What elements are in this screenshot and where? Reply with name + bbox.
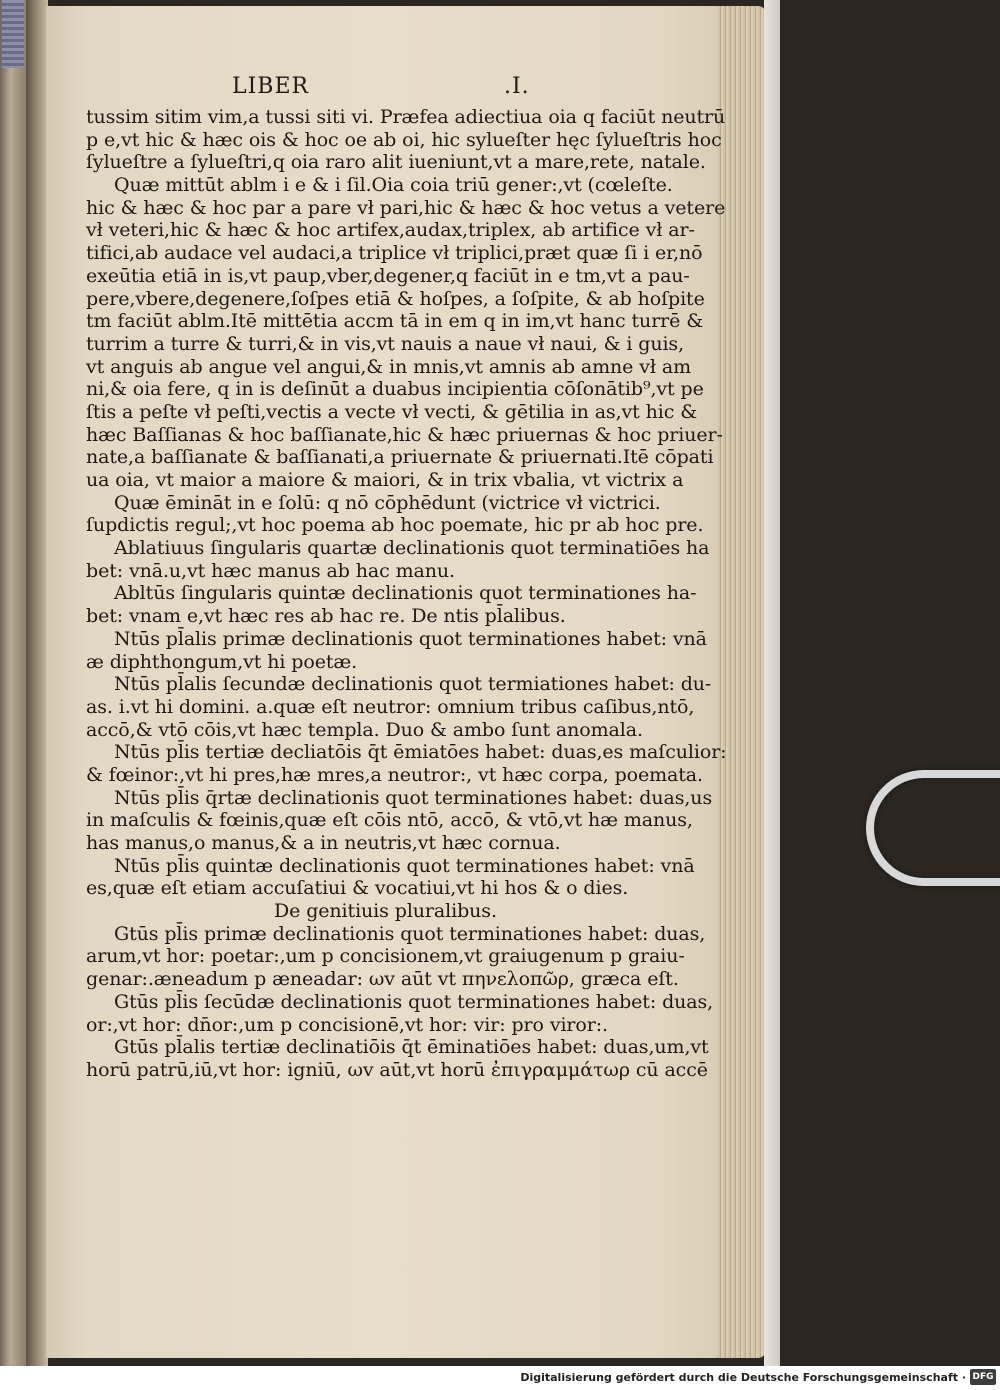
text-line: genar:.æneadum p æneadar: ωv aūt vt πηνελοπῶρ, græca eſt. bbox=[86, 968, 679, 991]
text-line: tifici,ab audace vel audaci,a triplice vł triplici,præt quæ ſi i er,nō bbox=[86, 242, 703, 265]
text-line: ni,& oia fere, q in is deſinūt a duabus incipientia cōſonātib⁹,vt pe bbox=[86, 378, 704, 401]
text-line: Abltūs ſingularis quintæ declinationis quot terminationes ha- bbox=[114, 582, 697, 605]
text-line: tm faciūt ablm.Itē mittētia accm tā in em q in im,vt hanc turrē & bbox=[86, 310, 704, 333]
text-line: vł veteri,hic & hæc & hoc artifex,audax,triplex, ab artifice vł ar- bbox=[86, 219, 695, 242]
text-line: Ntūs pl̄alis primæ declinationis quot terminationes habet: vnā bbox=[114, 627, 707, 650]
text-line: Ablatiuus ſingularis quartæ declinationis quot terminatiōes ha bbox=[114, 537, 710, 560]
text-line: exeūtia etiā in is,vt paup,vber,degener,q faciūt in e tm,vt a pau- bbox=[86, 264, 690, 287]
dfg-logo: DFG bbox=[970, 1369, 996, 1385]
text-line: bet: vnam e,vt hæc res ab hac re. De ntis pl̄alibus. bbox=[86, 605, 566, 628]
text-line: Gtūs pl̄is ſecūdæ declinationis quot terminationes habet: duas, bbox=[114, 990, 714, 1013]
text-line: horū patrū,iū,vt hor: igniū, ωv aūt,vt horū ἐπιγραμμάτωρ cū accē bbox=[86, 1058, 708, 1081]
text-line: pere,vbere,degenere,ſoſpes etiā & hoſpes, a ſoſpite, & ab hoſpite bbox=[86, 287, 705, 310]
text-lines bbox=[86, 106, 736, 1082]
text-line: Quæ mittūt ablm i e & i ſil.Oia coia triū gener:,vt (cœleſte. bbox=[114, 174, 673, 197]
text-line: Gtūs pl̄is primæ declinationis quot terminationes habet: duas, bbox=[114, 922, 706, 945]
text-line: Ntūs pl̄is q̄rtæ declinationis quot terminationes habet: duas,us bbox=[114, 786, 713, 809]
text-line: as. i.vt hi domini. a.quæ eſt neutror: omnium tribus caſibus,ntō, bbox=[86, 695, 695, 718]
text-line: in maſculis & fœinis,quæ eſt cōis ntō, accō, & vtō,vt hæ manus, bbox=[86, 809, 693, 832]
text-line: vt anguis ab angue vel angui,& in mnis,vt amnis ab amne vł am bbox=[86, 355, 692, 378]
text-line: ſupdictis regul;,vt hoc poema ab hoc poemate, hic pr ab hoc pre. bbox=[86, 514, 704, 537]
text-line: ſtis a peſte vł peſti,vectis a vecte vł vecti, & gētilia in as,vt hic & bbox=[86, 400, 698, 423]
folio: .I. bbox=[504, 74, 530, 99]
text-line: Ntūs pl̄alis ſecundæ declinationis quot termiationes habet: du- bbox=[114, 673, 712, 696]
text-line: hic & hæc & hoc par a pare vł pari,hic & hæc & hoc vetus a vetere bbox=[86, 196, 726, 219]
text-line: ua oia, vt maior a maiore & maiori, & in trix vbalia, vt victrix a bbox=[86, 469, 684, 491]
text-line: hæc Baſſianas & hoc baſſianate,hic & hæc priuernas & hoc priuer- bbox=[86, 423, 723, 446]
cover-edge bbox=[764, 0, 780, 1366]
page-header bbox=[86, 72, 736, 106]
funding-credit: Digitalisierung gefördert durch die Deutsche Forschungsgemeinschaft · bbox=[520, 1371, 966, 1384]
facing-page-edge bbox=[0, 0, 26, 1366]
section-heading: De genitiuis pluralibus. bbox=[274, 900, 497, 923]
text-line: has manus,o manus,& a in neutris,vt hæc cornua. bbox=[86, 832, 561, 854]
footer-bar bbox=[0, 1366, 1000, 1390]
text-line: Ntūs pl̄is tertiæ decliatōis q̄t ēmiatōes habet: duas,es maſculior: bbox=[114, 741, 727, 764]
text-line: Ntūs pl̄is quintæ declinationis quot terminationes habet: vnā bbox=[114, 854, 695, 877]
book-gutter bbox=[26, 0, 48, 1366]
text-line: or:,vt hor: dn̄or:,um p concisionē,vt hor: vir: pro viror:. bbox=[86, 1013, 608, 1036]
bookmark-ribbon bbox=[2, 0, 24, 68]
text-line: bet: vnā.u,vt hæc manus ab hac manu. bbox=[86, 559, 455, 582]
text-line: turrim a turre & turri,& in vis,vt nauis a naue vł naui, & i guis, bbox=[86, 332, 685, 355]
text-block bbox=[86, 72, 736, 1082]
text-line: nate,a baſſianate & baſſianati,a priuernate & priuernati.Itē cōpati bbox=[86, 446, 714, 469]
running-head: LIBER bbox=[232, 74, 310, 99]
text-line: & fœinor:,vt hi pres,hæ mres,a neutror:, vt hæc corpa, poemata. bbox=[86, 763, 703, 786]
text-line: Gtūs pl̄alis tertiæ declinatiōis q̄t ēminatiōes habet: duas,um,vt bbox=[114, 1036, 709, 1059]
text-line: p e,vt hic & hæc ois & hoc oe ab oi, hic sylueſter hęc ſylueſtris hoc bbox=[86, 128, 722, 151]
text-line: ſylueſtre a ſylueſtri,q oia raro alit iueniunt,vt a mare,rete, natale. bbox=[86, 151, 706, 174]
page-clip bbox=[866, 770, 1000, 886]
text-line: Quæ ēmināt in e ſolū: q nō cōphēdunt (victrice vł victrici. bbox=[114, 491, 661, 514]
text-line: es,quæ eſt etiam accuſatiui & vocatiui,vt hi hos & o dies. bbox=[86, 877, 629, 900]
text-line: tussim sitim vim,a tussi siti vi. Præfea adiectiua oia q faciūt neutrū bbox=[86, 106, 726, 128]
text-line: arum,vt hor: poetar:,um p concisionem,vt graiugenum p graiu- bbox=[86, 945, 685, 968]
text-line: accō,& vtō cōis,vt hæc templa. Duo & ambo ſunt anomala. bbox=[86, 718, 643, 741]
text-line: æ diphthongum,vt hi poetæ. bbox=[86, 650, 358, 673]
